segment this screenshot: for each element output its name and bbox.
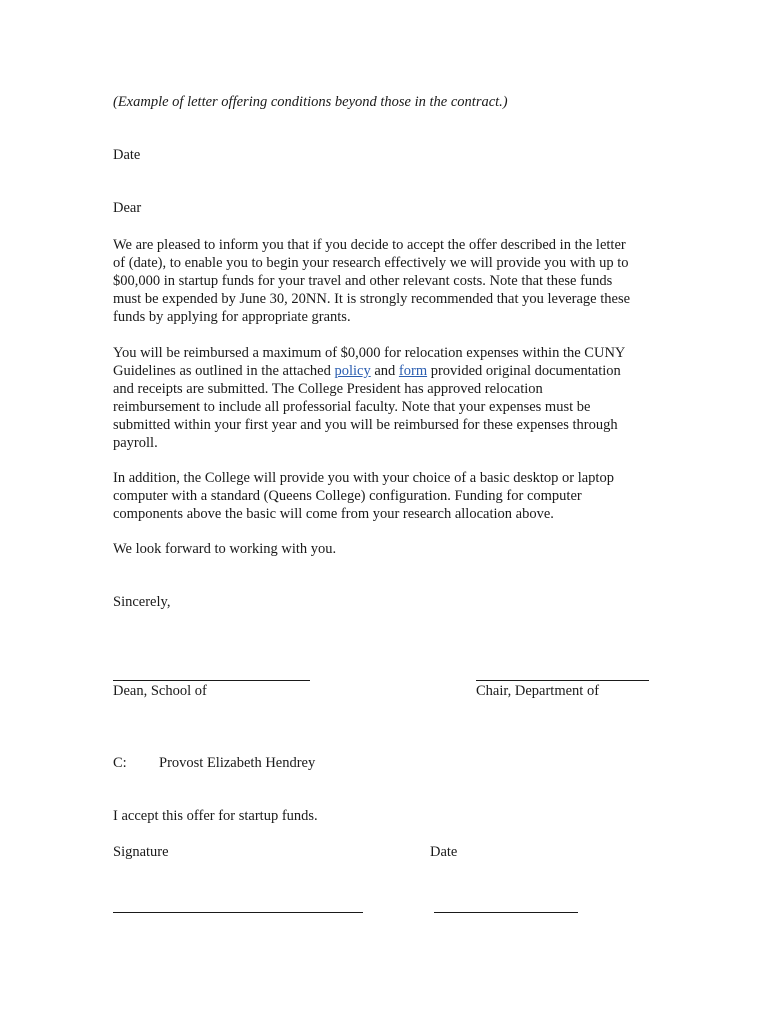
paragraph-line: of (date), to enable you to begin your research effectively we will provide you with up to — [113, 255, 629, 271]
recipient-date-line[interactable] — [434, 912, 578, 913]
paragraph-line: funds by applying for appropriate grants. — [113, 309, 351, 325]
paragraph-line: payroll. — [113, 435, 158, 451]
paragraph-line: and receipts are submitted. The College President has approved relocation — [113, 381, 543, 397]
paragraph-line: components above the basic will come from your research allocation above. — [113, 506, 554, 522]
policy-link[interactable]: policy — [334, 363, 371, 379]
paragraph-line: $00,000 in startup funds for your travel and other relevant costs. Note that these funds — [113, 273, 613, 289]
paragraph-relocation — [113, 344, 661, 452]
chair-signature-line — [476, 680, 649, 681]
cc-name: Provost Elizabeth Hendrey — [159, 755, 316, 771]
acceptance-date-label: Date — [430, 844, 458, 860]
paragraph-line: must be expended by June 30, 20NN. It is strongly recommended that you leverage these — [113, 291, 631, 307]
chair-title: Chair, Department of — [476, 683, 600, 699]
paragraph-startup-funds — [113, 236, 661, 326]
paragraph-computer — [113, 469, 661, 523]
sign-off: Sincerely, — [113, 594, 171, 610]
signature-label: Signature — [113, 844, 169, 860]
salutation: Dear — [113, 200, 142, 216]
recipient-signature-line[interactable] — [113, 912, 363, 913]
line-text: and — [370, 363, 399, 379]
paragraph-line: You will be reimbursed a maximum of $0,000 for relocation expenses within the CUNY — [113, 345, 626, 361]
paragraph-line: submitted within your first year and you will be reimbursed for these expenses through — [113, 417, 618, 433]
paragraph-line: computer with a standard (Queens College) configuration. Funding for computer — [113, 488, 582, 504]
closing-line: We look forward to working with you. — [113, 541, 337, 557]
date-placeholder: Date — [113, 147, 141, 163]
paragraph-line: reimbursement to include all professorial faculty. Note that your expenses must be — [113, 399, 591, 415]
dean-signature-line — [113, 680, 310, 681]
paragraph-line-with-links — [113, 362, 661, 380]
header-note: (Example of letter offering conditions beyond those in the contract.) — [113, 94, 508, 110]
form-link[interactable]: form — [398, 363, 428, 379]
line-text: Guidelines as outlined in the attached — [113, 363, 335, 379]
paragraph-line: We are pleased to inform you that if you decide to accept the offer described in the letter — [113, 237, 626, 253]
paragraph-line: In addition, the College will provide you with your choice of a basic desktop or laptop — [113, 470, 614, 486]
line-text: provided original documentation — [427, 363, 621, 379]
acceptance-statement: I accept this offer for startup funds. — [113, 808, 318, 824]
dean-title: Dean, School of — [113, 683, 207, 699]
cc-label: C: — [113, 755, 127, 771]
